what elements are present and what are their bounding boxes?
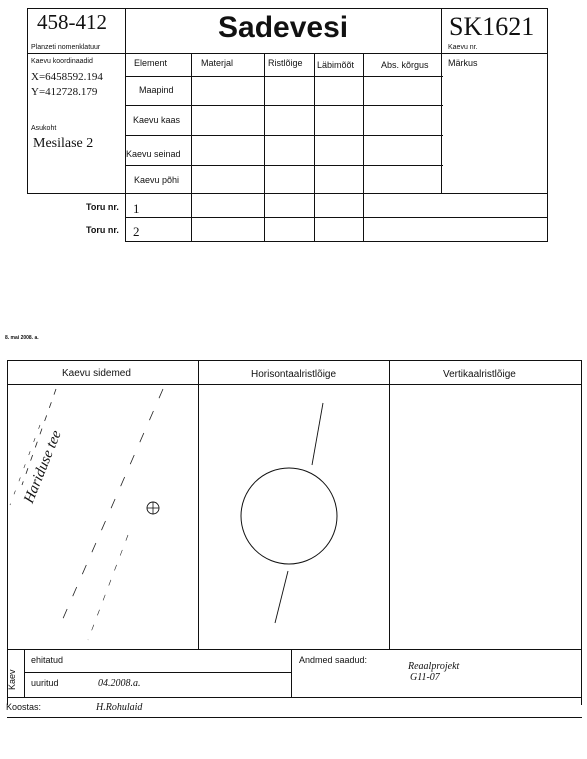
location-label: Asukoht <box>31 125 57 132</box>
header-vertical-section: Vertikaalristlõige <box>443 369 516 380</box>
row-label-lid: Kaevu kaas <box>133 115 181 125</box>
built-label: ehitatud <box>31 655 64 665</box>
road-edge-line <box>88 535 128 640</box>
well-cross-section-circle <box>241 468 337 564</box>
col-header-element: Element <box>134 58 168 68</box>
col-header-material: Materjal <box>201 58 234 68</box>
coordinates-label: Kaevu koordinaadid <box>31 58 93 65</box>
compiled-by-label: Koostas: <box>6 702 42 712</box>
col-header-remarks: Märkus <box>448 58 478 68</box>
row-label-walls: Kaevu seinad <box>126 149 181 159</box>
well-side-label: Kaev <box>7 669 17 690</box>
page-title: Sadevesi <box>218 11 349 44</box>
header-horizontal-section: Horisontaalristlõige <box>251 369 337 380</box>
pipe-label-1: Toru nr. <box>86 202 119 212</box>
col-header-cross-section: Ristlõige <box>268 58 303 68</box>
data-source-project: Reaalprojekt <box>408 661 460 672</box>
well-connections-sketch <box>8 385 198 649</box>
street-name-handwritten: Hariduse tee <box>21 428 65 506</box>
x-coordinate: X=6458592.194 <box>31 71 103 83</box>
measured-label: uuritud <box>31 678 59 688</box>
location-value: Mesilase 2 <box>33 136 94 151</box>
horizontal-section-drawing <box>199 385 389 649</box>
measured-date: 04.2008.a. <box>98 678 141 689</box>
pipe-line <box>312 403 323 465</box>
vertical-section-area <box>390 385 581 649</box>
map-nomenclature-value: 458-412 <box>37 10 107 34</box>
pipe-number-1: 1 <box>133 201 140 216</box>
compiled-by-value: H.Rohulaid <box>96 702 143 713</box>
data-source-code: G11-07 <box>410 672 440 683</box>
map-nomenclature-label: Planzeti nomenklatuur <box>31 44 101 51</box>
print-date: 8. mai 2008. a. <box>5 335 39 341</box>
pipe-line <box>275 571 288 623</box>
y-coordinate: Y=412728.179 <box>31 86 98 98</box>
pipe-label-2: Toru nr. <box>86 225 119 235</box>
header-well-connections: Kaevu sidemed <box>62 368 131 379</box>
well-number-value: SK1621 <box>449 12 535 41</box>
row-label-ground: Maapind <box>139 85 174 95</box>
well-number-label: Kaevu nr. <box>448 44 478 51</box>
col-header-diameter: Läbimõõt <box>317 60 355 70</box>
col-header-abs-height: Abs. kõrgus <box>381 60 429 70</box>
data-source-label: Andmed saadud: <box>299 655 368 665</box>
pipe-number-2: 2 <box>133 224 140 239</box>
row-label-bottom: Kaevu põhi <box>134 175 180 185</box>
